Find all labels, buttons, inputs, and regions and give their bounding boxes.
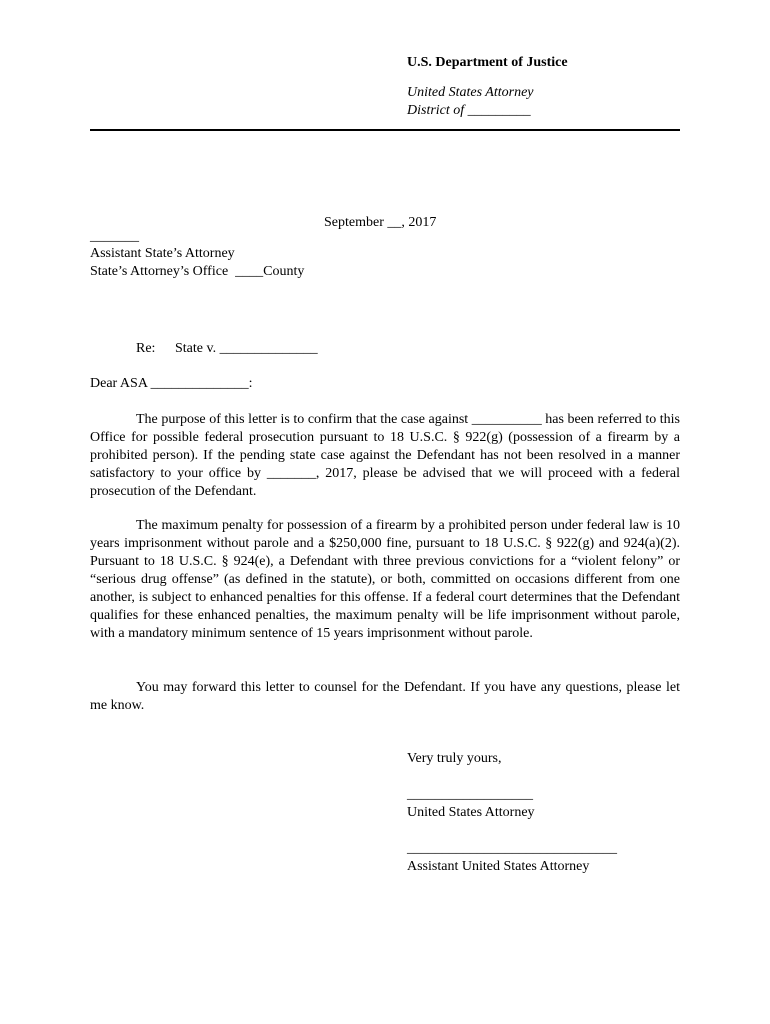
signature-line-ausa: ______________________________ bbox=[407, 841, 617, 856]
valediction: Very truly yours, bbox=[407, 751, 502, 766]
body-paragraph-1: The purpose of this letter is to confirm that the case against __________ has been referred to this Office for possible federal prosecution pursuant to 18 U.S.C. § 922(g) (possession of a firearm by a prohibited person). If the pending state case against the Defendant has not been resolved in a manner satisfactory to your office by _______, 2017, please be advised that we will proceed with a federal prosecution of the Defendant. bbox=[90, 412, 680, 499]
body-paragraph-3: You may forward this letter to counsel for the Defendant. If you have any questions, please let me know. bbox=[90, 680, 680, 713]
recipient-title: Assistant State’s Attorney bbox=[90, 246, 235, 261]
signature-title-us-attorney: United States Attorney bbox=[407, 805, 535, 820]
letterhead-office-title: United States Attorney bbox=[407, 85, 534, 100]
salutation: Dear ASA ______________: bbox=[90, 376, 253, 391]
signature-title-ausa: Assistant United States Attorney bbox=[407, 859, 590, 874]
re-label: Re: bbox=[136, 341, 156, 356]
re-case: State v. ______________ bbox=[175, 341, 318, 356]
body-paragraph-2: The maximum penalty for possession of a firearm by a prohibited person under federal law is 10 years imprisonment without parole and a $250,000 fine, pursuant to 18 U.S.C. § 922(g) and 924(a)(2). Pursuant to 18 U.S.C. § 924(e), a Defendant with three previous convictions for a “violent felony” or “serious drug offense” (as defined in the statute), or both, committed on occasions different from one another, is subject to enhanced penalties for this offense. If a federal court determines that the Defendant qualifies for these enhanced penalties, the maximum penalty will be life imprisonment without parole, with a mandatory minimum sentence of 15 years imprisonment without parole. bbox=[90, 518, 680, 641]
letterhead-district: District of _________ bbox=[407, 103, 531, 118]
letter-date: September __, 2017 bbox=[324, 215, 437, 230]
recipient-name-blank: _______ bbox=[90, 229, 139, 244]
signature-line-us-attorney: __________________ bbox=[407, 787, 533, 802]
letterhead-department: U.S. Department of Justice bbox=[407, 55, 568, 70]
letterhead-divider bbox=[90, 129, 680, 131]
recipient-office: State’s Attorney’s Office ____County bbox=[90, 264, 305, 279]
